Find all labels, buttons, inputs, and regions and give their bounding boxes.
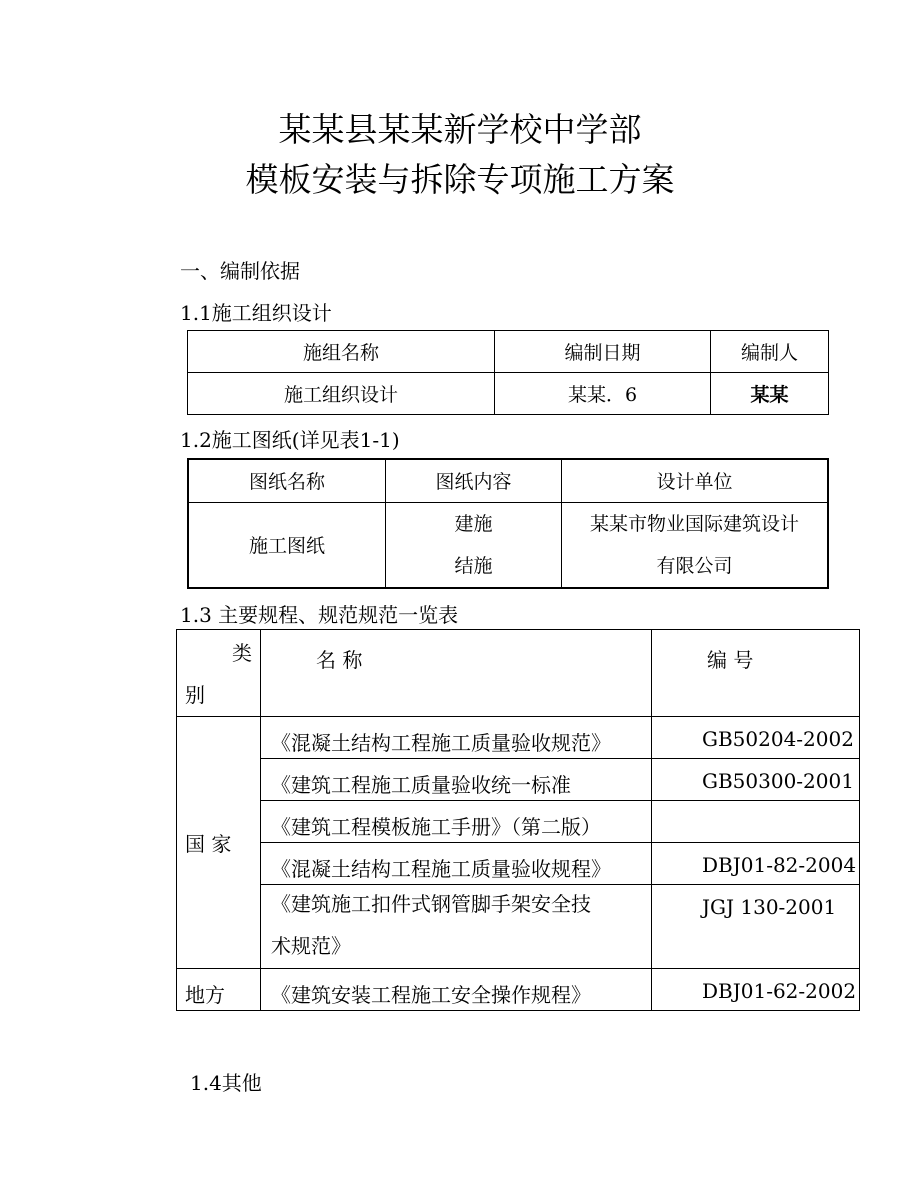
subsection-heading-1-2: 1.2施工图纸(详见表1-1) <box>180 428 400 452</box>
subsection-heading-1-1: 1.1施工组织设计 <box>180 301 332 325</box>
standard-name-line2: 术规范》 <box>271 934 351 958</box>
document-title-line1: 某某县某某新学校中学部 <box>278 110 642 149</box>
table-row <box>177 969 860 1011</box>
table-row <box>177 801 860 843</box>
document-title-line2: 模板安装与拆除专项施工方案 <box>245 160 675 199</box>
header-cell: 编制日期 <box>495 331 711 373</box>
drawing-content-structure: 结施 <box>454 554 493 577</box>
design-unit-line2: 有限公司 <box>656 554 733 577</box>
table-header-row <box>177 630 860 717</box>
drawings-table <box>187 458 829 589</box>
subsection-heading-1-3: 1.3 主要规程、规范规范一览表 <box>180 603 459 627</box>
standard-code: DBJ01-62-2002 <box>652 969 860 1011</box>
header-cell: 施组名称 <box>188 331 495 373</box>
table-row <box>177 759 860 801</box>
standard-name-line1: 《建筑施工扣件式钢管脚手架安全技 <box>271 892 591 916</box>
header-type-top: 类 <box>232 641 252 665</box>
design-unit-line1: 某某市物业国际建筑设计 <box>589 512 799 535</box>
construction-org-design-table <box>187 330 829 415</box>
standard-name: 《建筑工程模板施工手册》（第二版） <box>261 801 652 843</box>
table-cell: 施工组织设计 <box>188 373 495 415</box>
header-cell: 设计单位 <box>562 459 829 502</box>
standard-name <box>261 885 652 969</box>
table-header-row <box>188 459 828 502</box>
header-cell-type <box>177 630 261 717</box>
table-row <box>177 717 860 759</box>
table-row <box>177 843 860 885</box>
standard-name: 《建筑工程施工质量验收统一标准 <box>261 759 652 801</box>
standard-code: DBJ01-82-2004 <box>652 843 860 885</box>
category-national: 国 家 <box>177 717 261 969</box>
standard-code <box>652 801 860 843</box>
table-header-row <box>188 331 829 373</box>
table-row <box>188 373 829 415</box>
standard-code: GB50300-2001 <box>652 759 860 801</box>
header-type-bottom: 别 <box>185 683 205 707</box>
table-cell: 施工图纸 <box>188 502 386 588</box>
header-cell-name: 名 称 <box>261 630 652 717</box>
standards-table <box>176 629 860 1011</box>
table-row <box>188 502 828 588</box>
table-cell <box>386 502 562 588</box>
category-local: 地方 <box>177 969 261 1011</box>
standard-code: GB50204-2002 <box>652 717 860 759</box>
standard-name: 《建筑安装工程施工安全操作规程》 <box>261 969 652 1011</box>
standard-name: 《混凝土结构工程施工质量验收规程》 <box>261 843 652 885</box>
table-cell: 某某 <box>711 373 829 415</box>
header-cell: 编制人 <box>711 331 829 373</box>
table-cell <box>562 502 829 588</box>
standard-name: 《混凝土结构工程施工质量验收规范》 <box>261 717 652 759</box>
standard-code: JGJ 130-2001 <box>652 885 860 969</box>
table-cell: 某某．6 <box>495 373 711 415</box>
header-cell-code: 编 号 <box>652 630 860 717</box>
table-row <box>177 885 860 969</box>
drawing-content-architecture: 建施 <box>454 512 493 535</box>
header-cell: 图纸名称 <box>188 459 386 502</box>
subsection-heading-1-4: 1.4其他 <box>190 1071 262 1095</box>
section-heading-basis: 一、编制依据 <box>180 259 300 283</box>
header-cell: 图纸内容 <box>386 459 562 502</box>
